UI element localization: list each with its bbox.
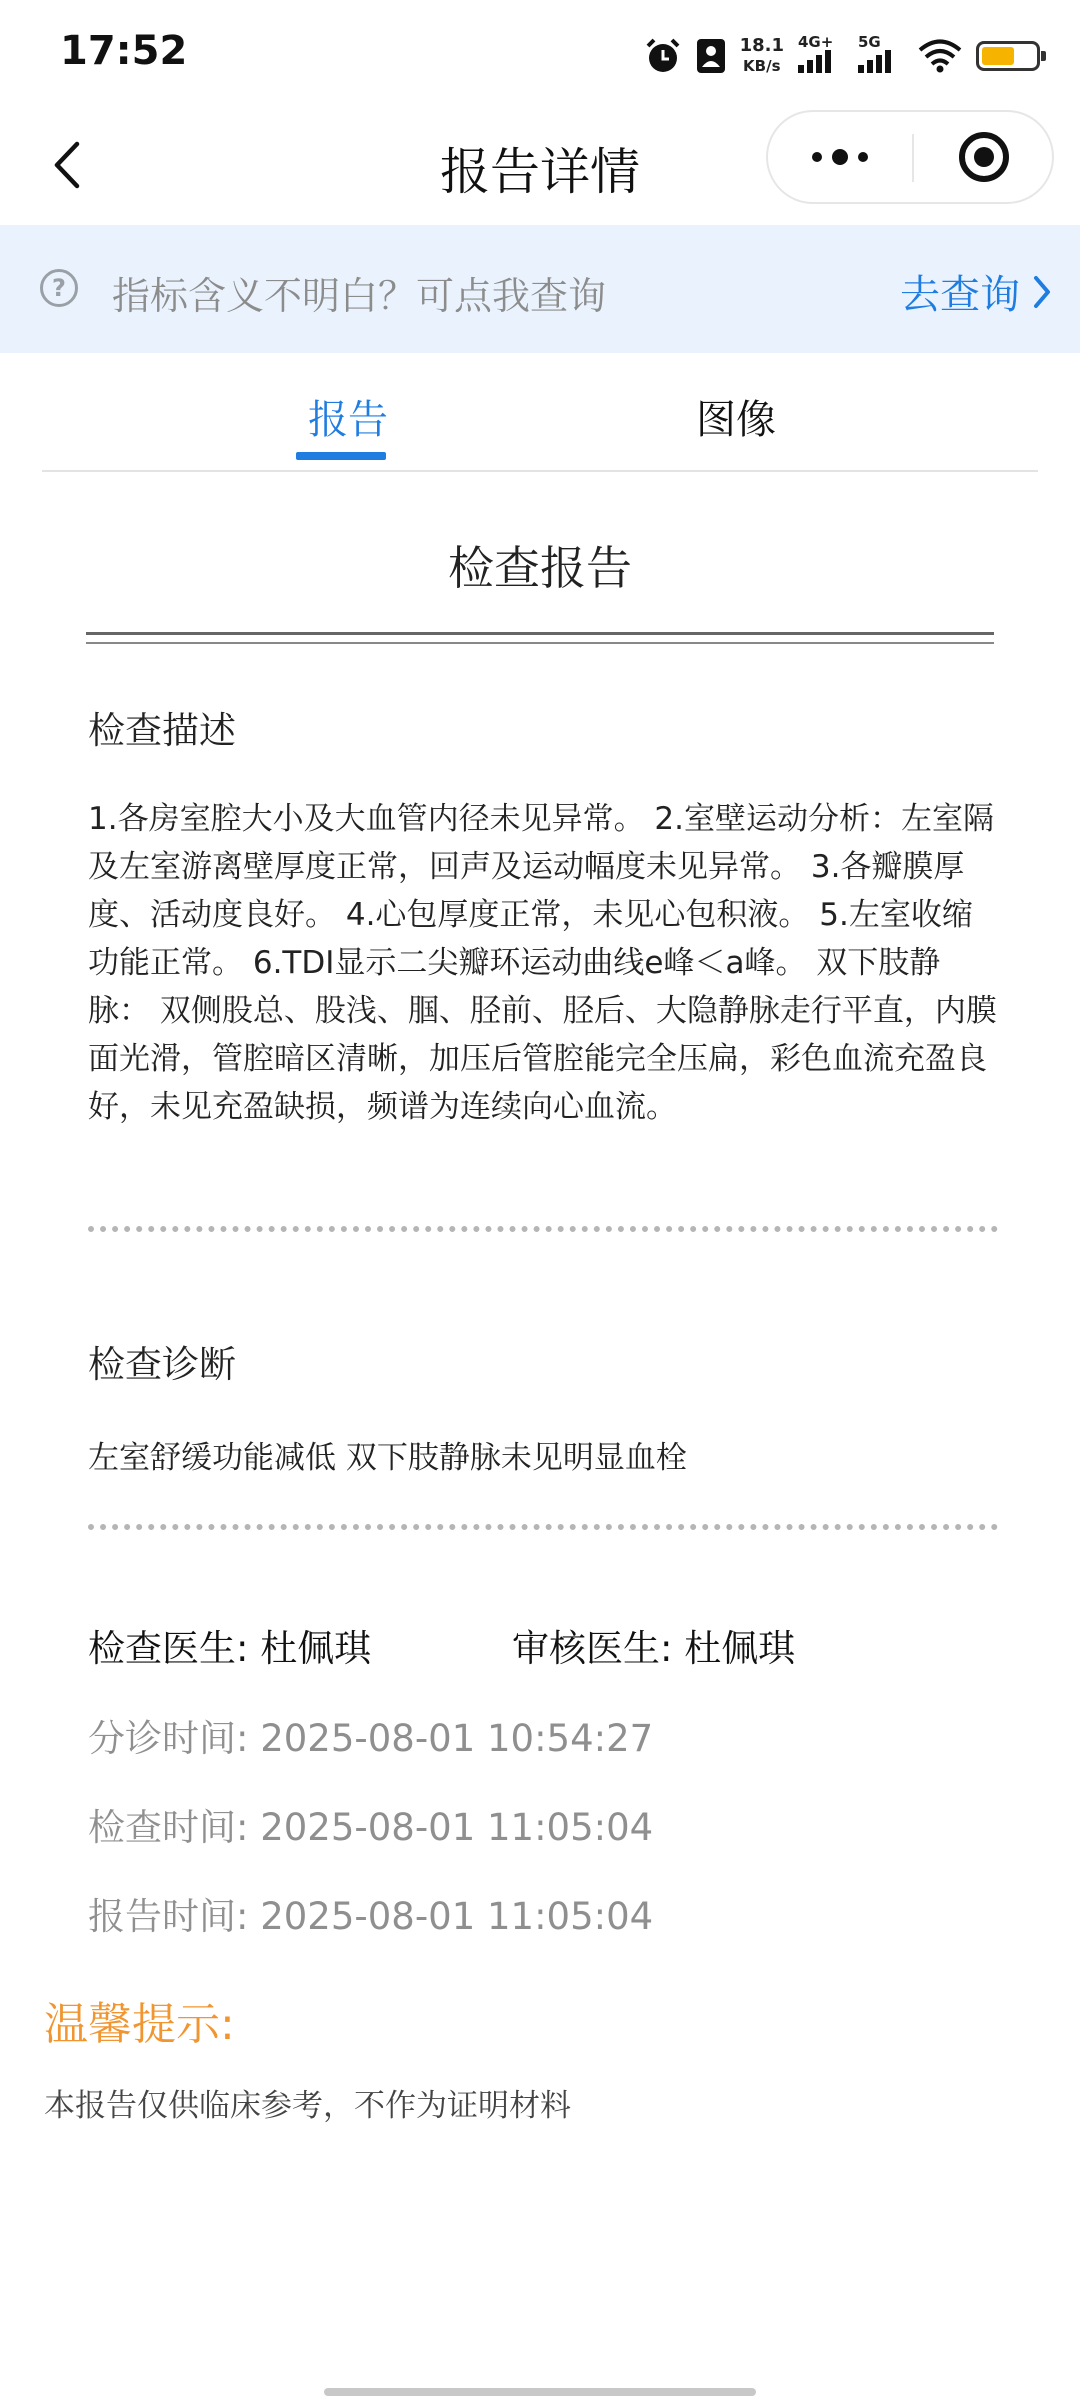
more-options-button[interactable]	[768, 112, 912, 202]
active-tab-indicator	[296, 452, 386, 460]
report-title: 检查报告	[448, 541, 632, 595]
chevron-right-icon	[1032, 275, 1052, 309]
examining-doctor: 检查医生: 杜佩琪	[88, 1627, 372, 1670]
title-divider-secondary	[86, 642, 994, 644]
signal-5g-icon	[858, 33, 904, 73]
page-title: 报告详情	[440, 143, 640, 201]
triage-time: 分诊时间: 2025-08-01 10:54:27	[88, 1717, 654, 1760]
more-dots-icon	[812, 152, 822, 162]
description-text: 1.各房室腔大小及大血管内径未见异常。 2.室壁运动分析：左室隔及左室游离壁厚度正常，回声及运动幅度未见异常。 3.各瓣膜厚度、活动度良好。 4.心包厚度正常，未见心包积液。 5.左室收缩功能正常。 6.TDI显示二尖瓣环运动曲线e峰＜a峰。 双下肢静脉： 双侧股总、股浅、腘、胫前、胫后、大隐静脉走行平直，内膜面光滑，管腔暗区清晰，加压后管腔能完全压扁，彩色血流充盈良好，未见充盈缺损，频谱为连续向心血流。	[88, 801, 997, 1125]
mini-program-capsule	[766, 110, 1054, 204]
close-mini-program-button[interactable]	[914, 112, 1054, 202]
home-indicator[interactable]	[324, 2388, 756, 2396]
alarm-clock-icon	[644, 37, 682, 75]
go-query-label: 去查询	[900, 272, 1020, 318]
battery-level	[982, 47, 1014, 65]
title-divider	[86, 632, 994, 635]
tab-bar	[42, 354, 1038, 472]
diagnosis-heading: 检查诊断	[88, 1343, 236, 1386]
description-heading: 检查描述	[88, 709, 236, 752]
tab-report[interactable]: 报告	[308, 397, 388, 443]
tab-image[interactable]: 图像	[696, 397, 776, 443]
dotted-divider	[88, 1226, 998, 1232]
navigation-bar	[0, 110, 1080, 222]
target-close-icon	[959, 132, 1009, 182]
exam-time: 检查时间: 2025-08-01 11:05:04	[88, 1806, 654, 1849]
report-time: 报告时间: 2025-08-01 11:05:04	[88, 1895, 654, 1938]
battery-icon	[976, 41, 1040, 71]
signal-4g-label: 4G+	[798, 33, 834, 51]
network-speed	[740, 36, 784, 76]
go-query-link[interactable]	[900, 263, 1052, 320]
status-time: 17:52	[60, 28, 188, 74]
status-icons	[644, 32, 1040, 80]
contact-card-icon	[696, 37, 726, 75]
diagnosis-text: 左室舒缓功能减低 双下肢静脉未见明显血栓	[88, 1440, 687, 1476]
dotted-divider	[88, 1524, 998, 1530]
tip-text: 本报告仅供临床参考，不作为证明材料	[44, 2088, 571, 2124]
question-circle-icon: ?	[40, 269, 78, 307]
status-bar	[0, 0, 1080, 110]
tip-title: 温馨提示:	[44, 1999, 235, 2050]
network-speed-unit: KB/s	[743, 57, 781, 75]
reviewing-doctor: 审核医生: 杜佩琪	[512, 1627, 796, 1670]
signal-5g-label: 5G	[858, 33, 881, 51]
hint-text: 指标含义不明白？可点我查询	[112, 274, 607, 318]
network-speed-value: 18.1	[739, 35, 784, 56]
signal-4g-icon	[798, 33, 844, 73]
wifi-icon	[918, 39, 962, 73]
indicator-hint-banner[interactable]	[0, 225, 1080, 353]
